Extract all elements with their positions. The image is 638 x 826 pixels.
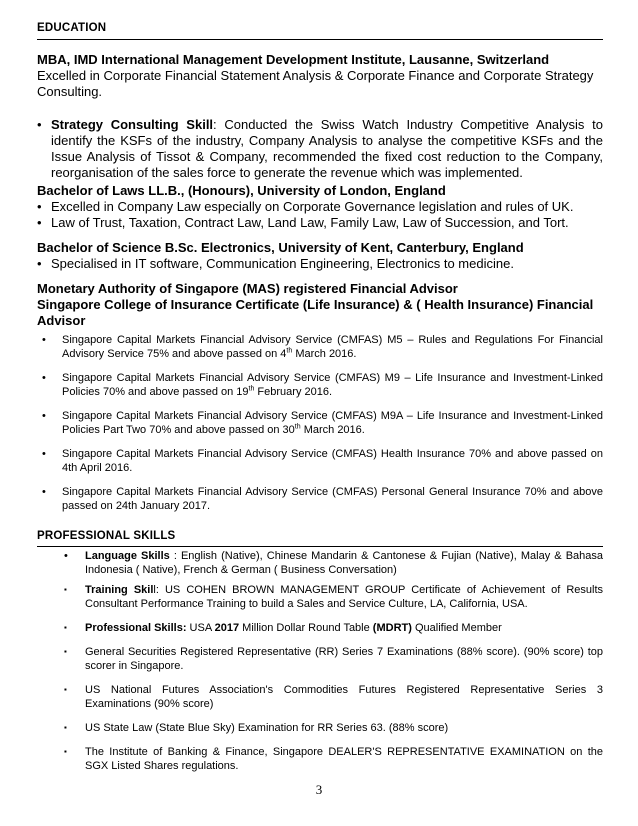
list-item-text: Excelled in Company Law especially on Corporate Governance legislation and rules of UK. bbox=[51, 199, 574, 214]
professional-skills-item bbox=[37, 621, 603, 635]
mdrt-year: 2017 bbox=[214, 622, 240, 634]
list-item bbox=[37, 721, 603, 735]
cmfas-text: Singapore Capital Markets Financial Advisory Service (CMFAS) M5 – Rules and Regulations For Financial Advisory Service 75% and above passed on 4 bbox=[62, 334, 603, 360]
ordinal-suffix: th bbox=[248, 385, 255, 393]
list-item bbox=[37, 683, 603, 711]
square-bullet-icon: ▪ bbox=[64, 747, 67, 756]
training-skill-text: l: US COHEN BROWN MANAGEMENT GROUP Certificate of Achievement of Results Consultant Performance Training to build a Sales and Service Culture, LA, California, USA. bbox=[85, 584, 604, 610]
square-bullet-icon: ▪ bbox=[64, 647, 67, 656]
cmfas-item bbox=[37, 447, 603, 475]
mba-title: MBA, IMD International Management Development Institute, Lausanne, Switzerland bbox=[37, 52, 550, 67]
cmfas-date: February 2016. bbox=[254, 386, 333, 398]
language-skills-label: Language Skills bbox=[85, 550, 170, 562]
cmfas-item bbox=[37, 371, 603, 399]
list-item-text: General Securities Registered Representative (RR) Series 7 Examinations (88% score). (90% score) top scorer in Singapore. bbox=[85, 646, 603, 672]
mdrt-badge: (MDRT) bbox=[372, 622, 412, 634]
training-skill-item bbox=[37, 583, 603, 611]
cmfas-item bbox=[37, 333, 603, 361]
cmfas-text: Singapore Capital Markets Financial Advisory Service (CMFAS) M9 – Life Insurance and Investment-Linked Policies 70% and above passed on 19 bbox=[62, 372, 603, 398]
square-bullet-icon: ▪ bbox=[64, 685, 67, 694]
law-bullets bbox=[37, 199, 603, 231]
list-item-text: Specialised in IT software, Communication Engineering, Electronics to medicine. bbox=[51, 256, 514, 271]
cmfas-text: Singapore Capital Markets Financial Advisory Service (CMFAS) Personal General Insurance 70% and above passed on 24th January 2017. bbox=[62, 486, 603, 512]
skills-heading: PROFESSIONAL SKILLS bbox=[37, 530, 176, 542]
bullet-icon: • bbox=[64, 550, 68, 562]
list-item-text: Law of Trust, Taxation, Contract Law, Land Law, Family Law, Law of Succession, and Tort. bbox=[51, 215, 569, 230]
strategy-consulting-item bbox=[37, 117, 603, 181]
list-item bbox=[37, 256, 603, 272]
skills-list bbox=[37, 549, 603, 773]
list-item bbox=[37, 745, 603, 773]
list-item-text: The Institute of Banking & Finance, Singapore DEALER'S REPRESENTATIVE EXAMINATION on the SGX Listed Shares regulations. bbox=[85, 746, 603, 772]
language-skills-text: : English (Native), Chinese Mandarin & Cantonese & Fujian (Native), Malay & Bahasa Indonesia ( Native), French & German ( Business Conversation) bbox=[85, 550, 603, 576]
cmfas-item bbox=[37, 409, 603, 437]
mas-block bbox=[37, 281, 603, 329]
bsc-block bbox=[37, 240, 603, 256]
insurance-college-title: Singapore College of Insurance Certificate (Life Insurance) & ( Health Insurance) Financial Advisor bbox=[37, 297, 594, 328]
professional-skills-text: Qualified Member bbox=[411, 622, 502, 634]
list-item-text: US State Law (State Blue Sky) Examination for RR Series 63. (88% score) bbox=[85, 722, 449, 734]
education-rule bbox=[37, 39, 603, 40]
cmfas-date: March 2016. bbox=[300, 424, 365, 436]
bullet-icon: • bbox=[37, 199, 42, 214]
ordinal-suffix: th bbox=[286, 347, 293, 355]
training-skill-label: Training Skil bbox=[85, 584, 154, 596]
bullet-icon: • bbox=[42, 486, 46, 498]
bullet-icon: • bbox=[42, 448, 46, 460]
cmfas-text: Singapore Capital Markets Financial Advisory Service (CMFAS) Health Insurance 70% and above passed on 4th April 2016. bbox=[62, 448, 603, 474]
bullet-icon: • bbox=[37, 256, 42, 271]
mas-title: Monetary Authority of Singapore (MAS) registered Financial Advisor bbox=[37, 281, 458, 296]
bullet-icon: • bbox=[42, 372, 46, 384]
bullet-icon: • bbox=[37, 117, 42, 132]
strategy-consulting-label: Strategy Consulting Skill bbox=[51, 117, 214, 132]
professional-skills-text: Million Dollar Round Table bbox=[239, 622, 373, 634]
mba-bullets bbox=[37, 117, 603, 181]
bsc-title: Bachelor of Science B.Sc. Electronics, University of Kent, Canterbury, England bbox=[37, 240, 524, 255]
list-item-text: US National Futures Association's Commodities Futures Registered Representative Series 3 Examinations (90% score) bbox=[85, 684, 603, 710]
professional-skills-label: Professional Skills: bbox=[85, 622, 187, 634]
cmfas-list bbox=[37, 333, 603, 513]
list-item bbox=[37, 199, 603, 215]
professional-skills-text: USA bbox=[186, 622, 215, 634]
bullet-icon: • bbox=[42, 410, 46, 422]
cmfas-date: March 2016. bbox=[292, 348, 357, 360]
list-item bbox=[37, 215, 603, 231]
education-heading: EDUCATION bbox=[37, 22, 107, 34]
bsc-bullets bbox=[37, 256, 603, 272]
list-item bbox=[37, 645, 603, 673]
bullet-icon: • bbox=[42, 334, 46, 346]
mba-description: Excelled in Corporate Financial Statement Analysis & Corporate Finance and Corporate Strategy Consulting. bbox=[37, 68, 594, 99]
square-bullet-icon: ▪ bbox=[64, 723, 67, 732]
bullet-icon: • bbox=[37, 215, 42, 230]
language-skills-item bbox=[37, 549, 603, 577]
cmfas-item bbox=[37, 485, 603, 513]
ordinal-suffix: th bbox=[294, 423, 301, 431]
law-block bbox=[37, 183, 603, 199]
skills-rule bbox=[37, 546, 603, 547]
square-bullet-icon: ▪ bbox=[64, 585, 67, 594]
page-number: 3 bbox=[315, 782, 323, 797]
strategy-consulting-text: : Conducted the Swiss Watch Industry Competitive Analysis to identify the KSFs of the industry, Company Analysis to analyse the competitive KSFs and the Issue Analysis of Tissot & Company, recommended the fixed cost reduction to the Company, reorganisation of the sales force to generate the revenue which was implemented. bbox=[51, 117, 603, 180]
mba-block bbox=[37, 52, 603, 100]
square-bullet-icon: ▪ bbox=[64, 623, 67, 632]
law-title: Bachelor of Laws LL.B., (Honours), University of London, England bbox=[37, 183, 446, 198]
cmfas-text: Singapore Capital Markets Financial Advisory Service (CMFAS) M9A – Life Insurance and Investment-Linked Policies Part Two 70% and above passed on 30 bbox=[62, 410, 603, 436]
